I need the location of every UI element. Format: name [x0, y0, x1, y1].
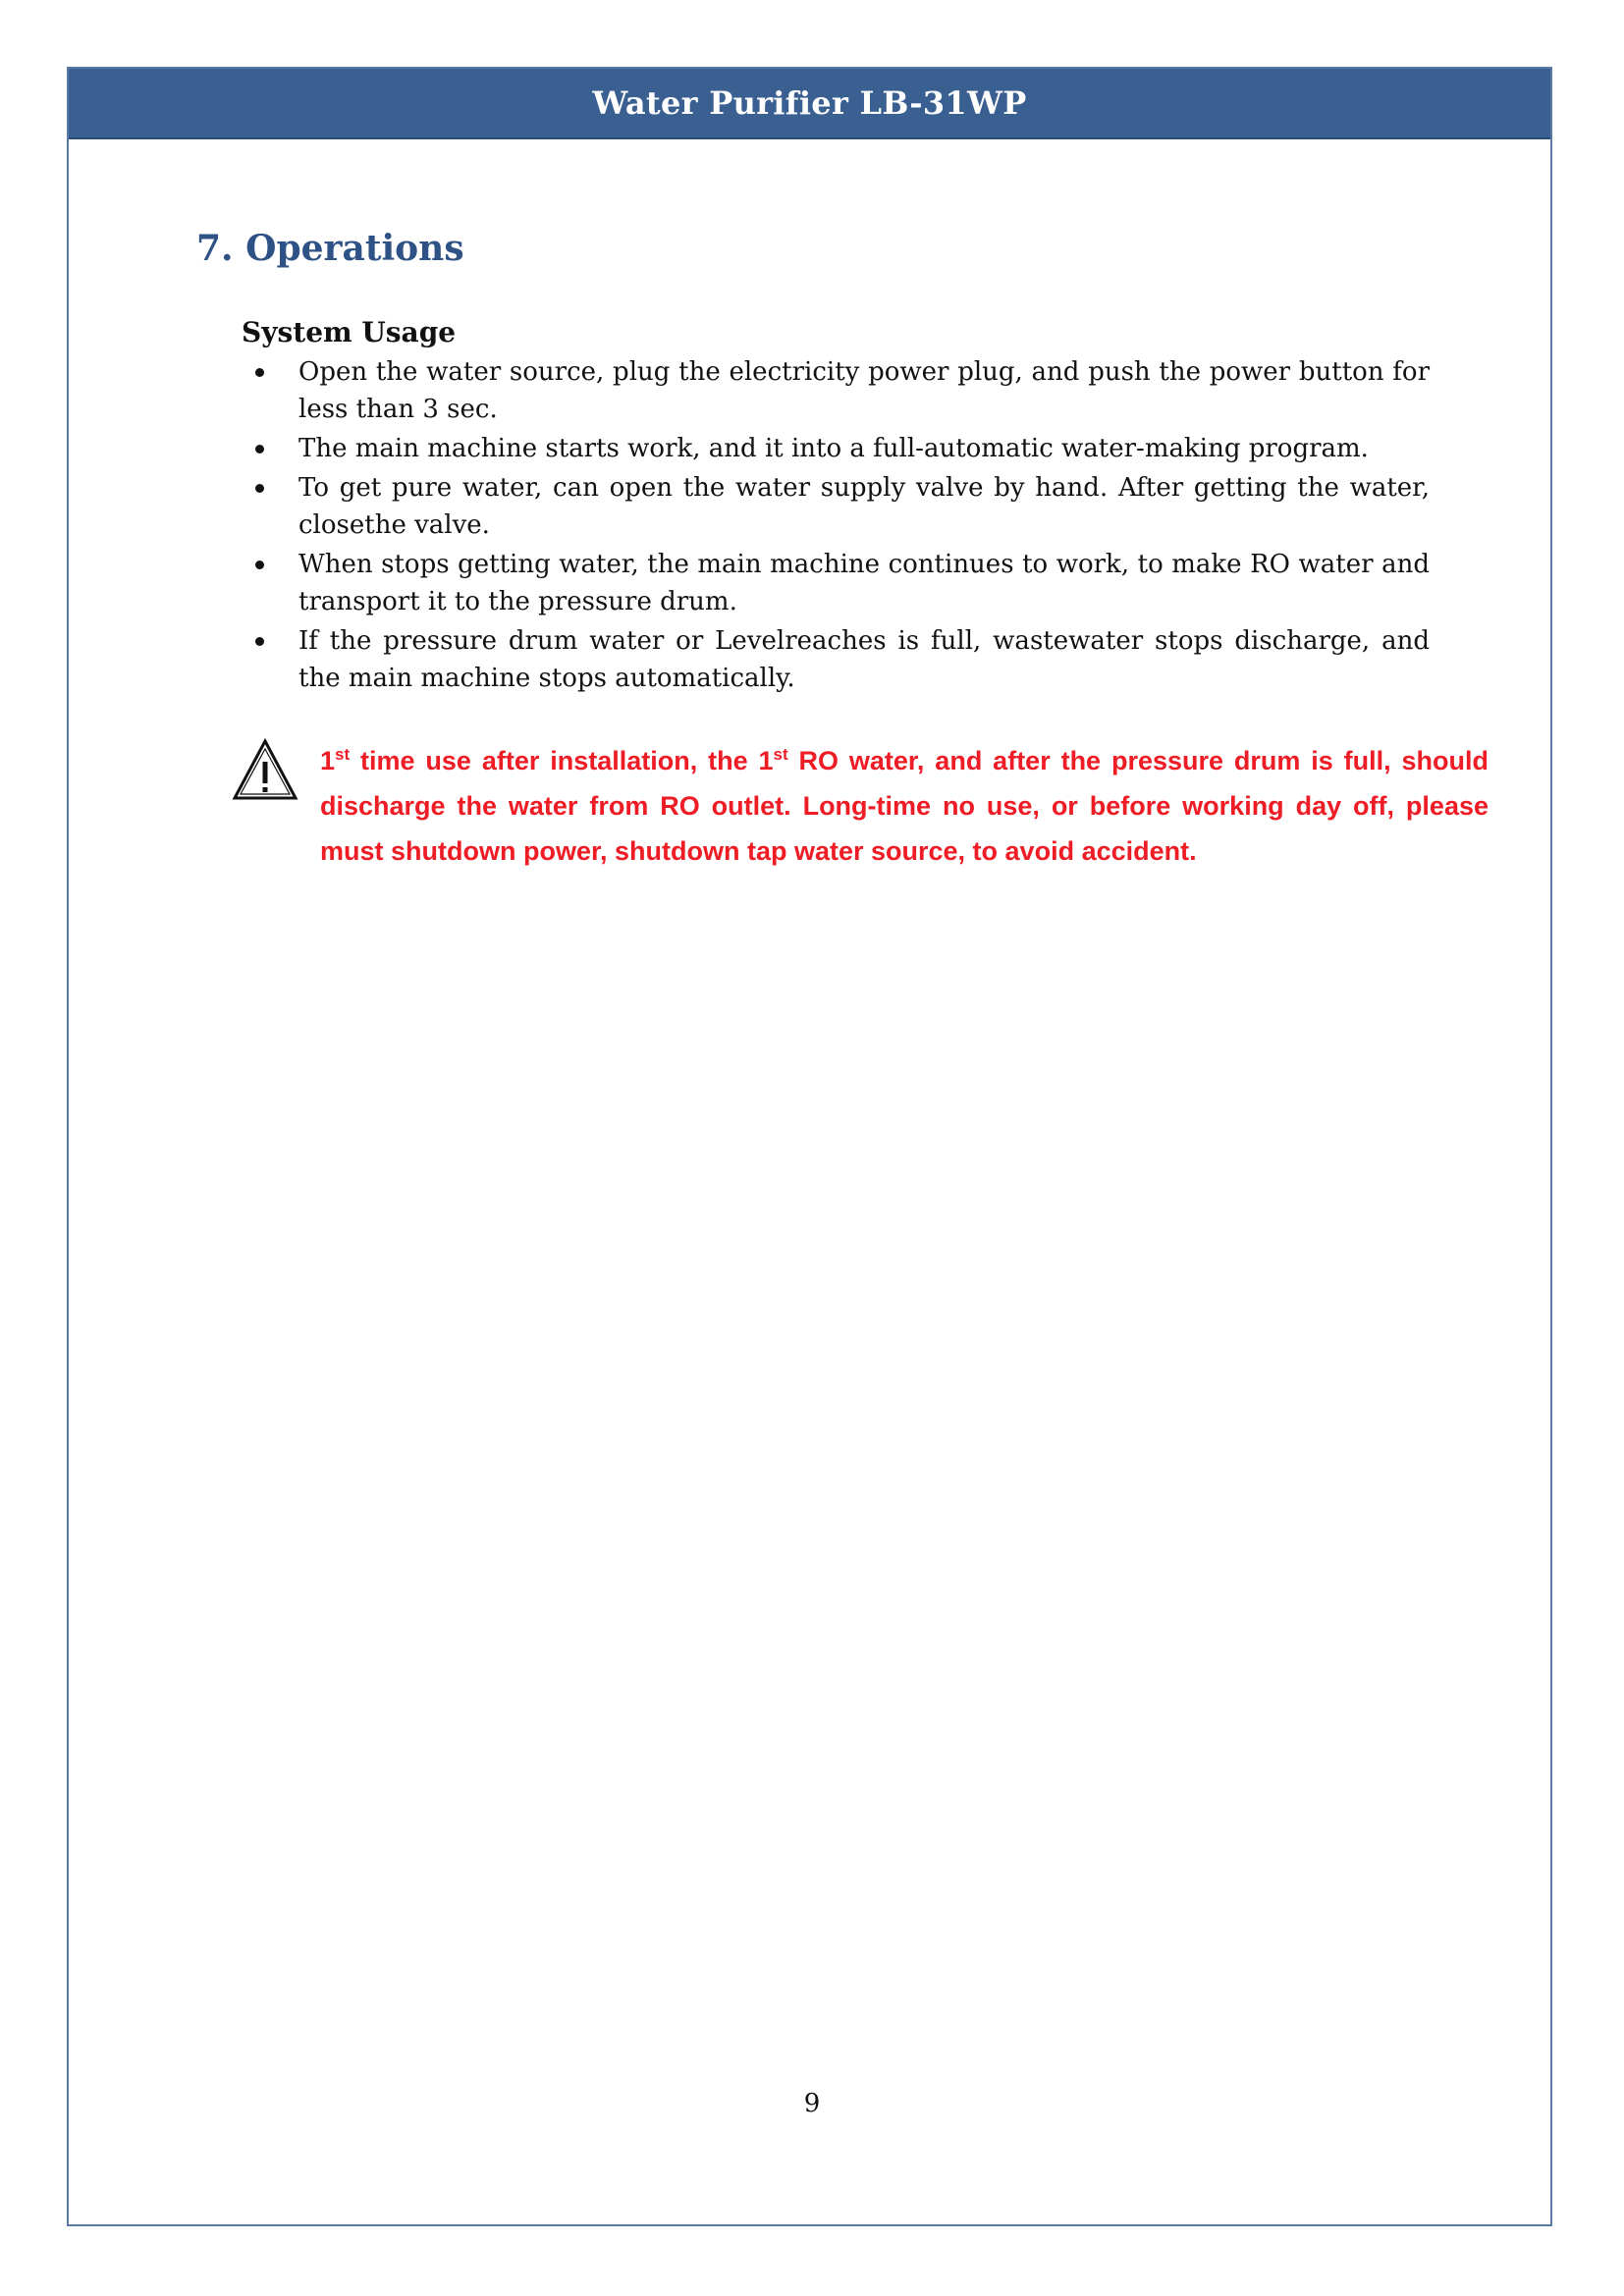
list-item	[242, 430, 1430, 467]
warning-number: 1	[758, 746, 774, 775]
list-item-text: If the pressure drum water or Levelreaches is full, wastewater stops discharge, and the main machine stops automatically.	[298, 626, 1430, 693]
list-item-text: The main machine starts work, and it into a full-automatic water-making program.	[298, 434, 1369, 463]
bullet-icon	[255, 561, 264, 569]
warning-text-segment: time use after installation, the	[350, 746, 759, 775]
warning-superscript: st	[335, 745, 351, 764]
page-number: 9	[803, 2089, 821, 2118]
warning-text	[320, 738, 1489, 874]
list-item	[242, 622, 1430, 697]
list-item	[242, 469, 1430, 544]
warning-superscript: st	[773, 745, 788, 764]
system-usage-list	[242, 353, 1430, 699]
warning-notice	[232, 738, 1489, 915]
header-band	[69, 69, 1550, 139]
warning-text-segment: RO water, and after the pressure drum is full, should discharge the water from RO outlet. Long-time no use, or before working day off, please must shutdown power, shutdown tap water source, to avoid accident.	[320, 746, 1489, 866]
bullet-icon	[255, 445, 264, 454]
list-item-text: To get pure water, can open the water supply valve by hand. After getting the water, closethe valve.	[298, 473, 1430, 540]
document-title: Water Purifier LB-31WP	[592, 84, 1027, 122]
bullet-icon	[255, 484, 264, 493]
system-usage-heading: System Usage	[242, 316, 457, 348]
warning-triangle-icon	[232, 738, 298, 801]
warning-number: 1	[320, 746, 336, 775]
list-item-text: When stops getting water, the main machine continues to work, to make RO water and transport it to the pressure drum.	[298, 550, 1430, 616]
list-item	[242, 546, 1430, 620]
section-heading: 7. Operations	[196, 228, 464, 269]
bullet-icon	[255, 368, 264, 377]
list-item	[242, 353, 1430, 428]
bullet-icon	[255, 637, 264, 646]
list-item-text: Open the water source, plug the electricity power plug, and push the power button for less than 3 sec.	[298, 357, 1430, 424]
